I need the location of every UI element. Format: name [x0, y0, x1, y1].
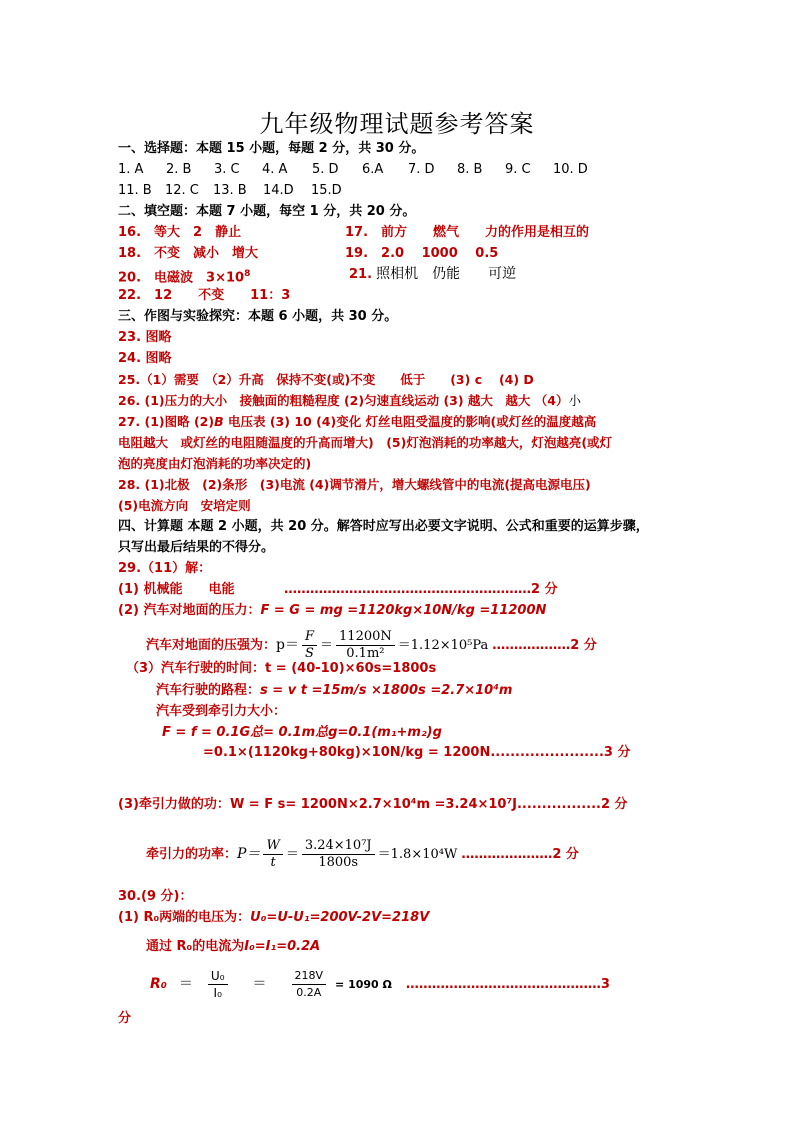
q29-distance-label: 汽车行驶的路程：: [156, 683, 261, 698]
q30-score-unit: 分: [118, 1011, 132, 1026]
q29-distance: [156, 682, 512, 699]
q29-power-numerator: W: [263, 838, 282, 855]
q29-part-1: [118, 581, 234, 598]
q29-pressure-score: ………………2 分: [492, 638, 597, 653]
section-3-heading: 三、作图与实验探究：本题 6 小题，共 30 分。: [118, 309, 398, 324]
q29-power-result: ＝1.8×10⁴W: [377, 847, 458, 862]
q30-eq-2: ＝: [252, 976, 267, 992]
answer-27-text: 27. (1)图略 (2): [118, 414, 215, 429]
q30-resistance-score: ………………………………………3: [405, 977, 610, 992]
choice-answer: 15.D: [311, 183, 342, 198]
q29-power-symbol: P＝: [237, 846, 261, 862]
q29-pressure-value-denominator: 0.1m²: [346, 646, 385, 661]
q29-power-fraction-symbolic: [263, 838, 282, 871]
answer-17: 17. 前方 燃气 力的作用是相互的: [345, 225, 590, 240]
q29-pressure-label: 汽车对地面的压强为：: [146, 638, 277, 653]
q29-work-formula: W = F s= 1200N×2.7×10⁴m =3.24×10⁷J.................2 分: [229, 797, 628, 812]
answer-22: 22. 12 不变 11：3: [118, 288, 291, 303]
q30-current-label: 通过 R₀的电流为: [146, 939, 245, 954]
section-2-heading: 二、填空题：本题 7 小题，每空 1 分，共 20 分。: [118, 204, 416, 219]
answer-27-line-2: 电阻越大 或灯丝的电阻随温度的升高而增大) (5)灯泡消耗的功率越大，灯泡越亮(或灯: [118, 435, 613, 450]
q29-work: [118, 796, 628, 813]
answer-28-line-1: 28. (1)北极 (2)条形 (3)电流 (4)调节滑片，增大螺线管中的电流(提高电源电压): [118, 477, 591, 492]
choice-answer: 8. B: [457, 162, 483, 177]
q30-voltage-formula: U₀=U-U₁=200V-2V=218V: [250, 910, 430, 925]
page-title: 九年级物理试题参考答案: [259, 110, 535, 138]
q29-pressure-denominator: S: [305, 646, 314, 661]
answer-25: 25.（1）需要 （2）升高 保持不变(或)不变 低于 (3) c (4) D: [118, 372, 534, 387]
choice-answer: 1. A: [118, 162, 144, 177]
q30-part-1: [118, 909, 429, 926]
choice-answer: 11. B: [118, 183, 152, 198]
choice-answer: 14.D: [263, 183, 294, 198]
q29-pressure-value-numerator: 11200N: [336, 629, 395, 646]
choice-answer: 6.A: [362, 162, 384, 177]
q30-resistance-symbol: R₀: [150, 976, 167, 992]
q29-time-formula: t = (40-10)×60s=1800s: [265, 661, 437, 676]
choice-answer: 13. B: [213, 183, 247, 198]
choice-answer: 2. B: [166, 162, 192, 177]
q30-resistance-denominator: I₀: [213, 986, 222, 1000]
q29-time-label: （3）汽车行驶的时间：: [126, 661, 266, 676]
q30-current-formula: I₀=I₁=0.2A: [244, 939, 321, 954]
q29-power-score: …………………2 分: [461, 847, 579, 862]
choice-answer: 10. D: [553, 162, 588, 177]
q29-force-formula-1: F = f = 0.1G总= 0.1m总g=0.1(m₁+m₂)g: [162, 725, 442, 740]
q30-eq-1: ＝: [178, 976, 193, 992]
answer-20-exponent: 8: [244, 269, 251, 279]
answer-16: 16. 等大 2 静止: [118, 225, 242, 240]
q29-power-label: 牵引力的功率：: [146, 847, 238, 862]
answer-27-choice: B: [214, 414, 224, 429]
choice-answer: 7. D: [408, 162, 435, 177]
q29-part-1-score: …………………………………………………2 分: [284, 582, 558, 597]
q29-pressure-line: 汽车对地面的压强为： p＝ $\frac{F}{S}$ ＝ $\frac{11200N}{\text{0.1m²}}$ ＝1.12×10⁵Pa ………………2 分: [146, 629, 597, 661]
q29-pressure-force-formula: F = G = mg =1120kg×10N/kg =11200N: [260, 603, 547, 618]
q29-power-fraction-values: [302, 838, 375, 871]
answer-26: [118, 392, 581, 409]
answer-21: [349, 266, 516, 283]
q29-power-value-denominator: 1800s: [318, 855, 359, 870]
q30-resistance-fraction-values: [292, 968, 327, 1001]
q29-pressure-symbol: p＝: [276, 637, 299, 653]
q29-pressure-fraction-values: [336, 629, 395, 662]
q29-distance-formula: s = v t =15m/s ×1800s =2.7×10⁴m: [260, 683, 513, 698]
q30-resistance-numerator: U₀: [208, 968, 228, 985]
answer-27-line-3: 泡的亮度由灯泡消耗的功率决定的): [118, 456, 312, 471]
answer-21-text: 照相机 仍能 可逆: [376, 266, 517, 282]
question-30-heading: 30.(9 分)：: [118, 889, 193, 904]
q30-current: [146, 938, 320, 955]
q29-force-label: 汽车受到牵引力大小：: [156, 704, 287, 719]
q29-part-2: [118, 602, 546, 619]
q29-part-3: [126, 660, 436, 677]
q30-resistance-line: [150, 968, 610, 1001]
section-1-heading: 一、选择题：本题 15 小题，每题 2 分，共 30 分。: [118, 141, 425, 156]
q29-work-label: (3)牵引力做的功：: [118, 797, 230, 812]
q29-power-value-numerator: 3.24×10⁷J: [302, 838, 375, 855]
answer-24: 24. 图略: [118, 351, 172, 366]
q29-power-denominator: t: [270, 855, 276, 870]
choice-answer: 9. C: [505, 162, 531, 177]
answer-27-line-1: [118, 413, 596, 430]
section-4-heading-line-2: 只写出最后结果的不得分。: [118, 540, 275, 555]
choice-answer: 12. C: [165, 183, 199, 198]
choice-answer: 5. D: [312, 162, 339, 177]
answer-19: 19. 2.0 1000 0.5: [345, 246, 499, 261]
answer-20: [118, 266, 250, 286]
answer-23: 23. 图略: [118, 330, 172, 345]
section-4-heading-line-1: 四、计算题 本题 2 小题，共 20 分。解答时应写出必要文字说明、公式和重要的运算步骤，: [118, 519, 649, 534]
question-29-heading: 29.（11）解：: [118, 561, 212, 576]
answer-20-text: 20. 电磁波 3×10: [118, 270, 245, 286]
answer-28-line-2: (5)电流方向 安培定则: [118, 498, 251, 513]
q30-resistance-value-denominator: 0.2A: [296, 986, 322, 999]
choice-answer: 3. C: [214, 162, 240, 177]
q30-resistance-value-numerator: 218V: [292, 968, 327, 985]
choice-answer: 4. A: [262, 162, 288, 177]
q29-power-line: 牵引力的功率： P＝ $\frac{W}{t}$ ＝ $\frac{\text{3.24×10⁷J}}{1800s}$ ＝1.8×10⁴W …………………2 分: [146, 838, 579, 870]
q30-voltage-label: (1) R₀两端的电压为：: [118, 910, 251, 925]
q29-pressure-numerator: F: [302, 629, 317, 646]
answer-18: 18. 不变 减小 增大: [118, 246, 259, 261]
q30-resistance-fraction-symbolic: [208, 968, 228, 1001]
q29-part-1-answer: (1) 机械能 电能: [118, 582, 235, 597]
q29-pressure-fraction-symbolic: [302, 629, 317, 662]
answer-26-tail: 小: [568, 393, 581, 408]
q29-part-2-label: (2) 汽车对地面的压力：: [118, 603, 261, 618]
answer-27-text-rest: 电压表 (3) 10 (4)变化 灯丝电阻受温度的影响(或灯丝的温度越高: [223, 414, 597, 429]
q30-resistance-result: = 1090 Ω: [335, 978, 392, 991]
q29-force-formula-2: =0.1×(1120kg+80kg)×10N/kg = 1200N.......................3 分: [203, 745, 631, 760]
q29-pressure-result: ＝1.12×10⁵Pa: [397, 638, 489, 653]
answer-21-number: 21.: [349, 267, 373, 282]
answer-26-text: 26. (1)压力的大小 接触面的粗糙程度 (2)匀速直线运动 (3) 越大 越大 （4）: [118, 393, 569, 408]
